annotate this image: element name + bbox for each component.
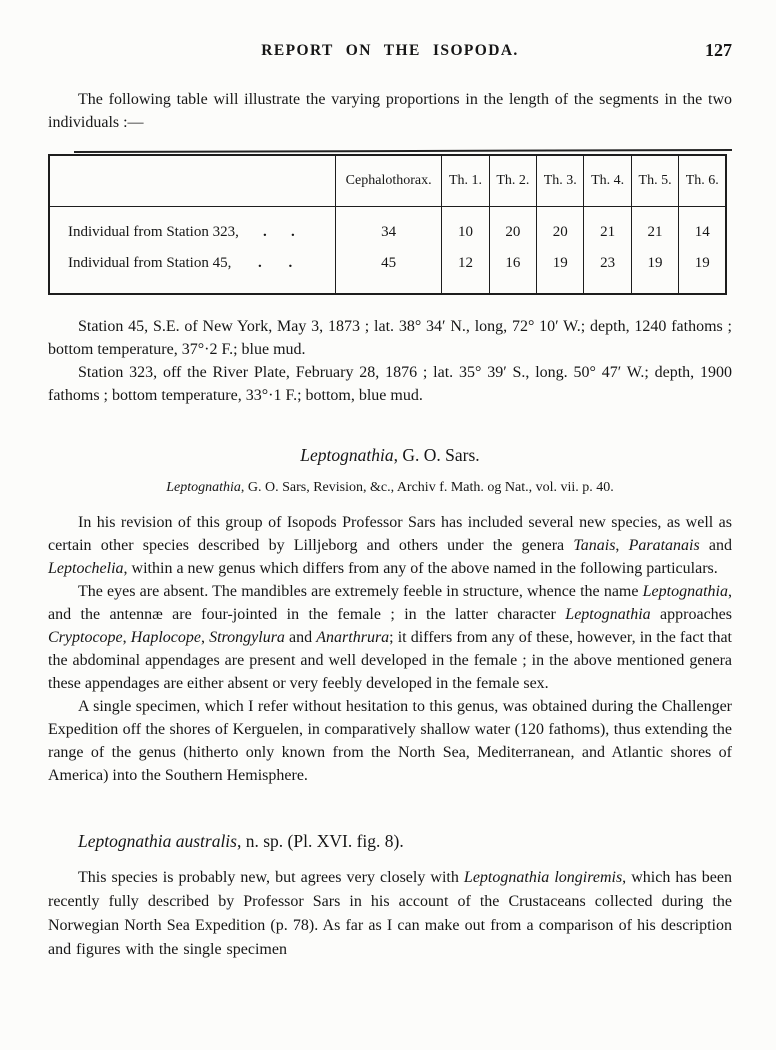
leader-dot: . — [258, 255, 262, 271]
station-323-paragraph: Station 323, off the River Plate, February 28, 1876 ; lat. 35° 39′ S., long. 50° 47′ W.; depth, 1900 fathoms ; bottom temperature, 33°·1 F.; bottom, blue mud. — [48, 364, 732, 404]
cell-value: 20 — [537, 207, 584, 249]
leader-dot: . — [263, 224, 267, 240]
intro-paragraph: The following table will illustrate the varying proportions in the length of the segments in the two individuals :— — [48, 91, 732, 131]
cell-value: 12 — [442, 248, 489, 294]
page-number: 127 — [705, 40, 732, 60]
body-paragraph: In his revision of this group of Isopods Professor Sars has included several new species, as well as certain other species described by Lilljeborg and others under the genera Tanais, Paratanais and Leptochelia, within a new genus which differs from any of the above named in the following particulars. — [48, 514, 732, 577]
cell-value: 21 — [631, 207, 678, 249]
table-header-cell: Th. 5. — [631, 155, 678, 207]
body-paragraph: The eyes are absent. The mandibles are extremely feeble in structure, whence the name Leptognathia, and the antennæ are four-jointed in the female ; in the latter character Leptognathia approaches Cryptocope, Haplocope, Strongylura and Anarthrura; it differs from any of these, however, in the fact that the abdominal appendages are present and well developed in the female ; in the above mentioned genera these appendages are either absent or very feebly developed in the female sex. — [48, 583, 733, 692]
cell-value: 14 — [679, 207, 726, 249]
leader-dot: . — [291, 224, 295, 240]
genus-heading: Leptognathia, G. O. Sars. — [300, 445, 480, 465]
leader-dots — [239, 224, 319, 241]
table-header-cell: Th. 4. — [584, 155, 631, 207]
table-header-cell: Th. 6. — [679, 155, 726, 207]
table-header-cell: Th. 2. — [489, 155, 536, 207]
cell-value: 16 — [489, 248, 536, 294]
body-paragraph: A single specimen, which I refer without hesitation to this genus, was obtained during the Challenger Expedition off the shores of Kerguelen, in comparatively shallow water (120 fathoms), thus extending the range of the genus (hitherto only known from the North Sea, Mediterranean, and Atlantic shores of America) into the Southern Hemisphere. — [48, 698, 732, 784]
proportions-table-block — [48, 150, 732, 295]
cell-value: 20 — [489, 207, 536, 249]
row-label: Individual from Station 323, — [68, 224, 239, 240]
cell-value: 19 — [631, 248, 678, 294]
genus-description — [48, 511, 732, 787]
proportions-table — [48, 154, 727, 295]
table-header-cell: Cephalothorax. — [335, 155, 441, 207]
cell-value: 21 — [584, 207, 631, 249]
species-heading: Leptognathia australis, n. sp. (Pl. XVI. fig. 8). — [78, 831, 404, 851]
running-head — [48, 42, 732, 64]
page-header-title: REPORT ON THE ISOPODA. — [261, 42, 519, 59]
table-top-rule — [74, 149, 732, 153]
station-details — [48, 315, 732, 407]
row-label: Individual from Station 45, — [68, 255, 232, 271]
leader-dot: . — [288, 255, 293, 271]
table-header-cell: Th. 3. — [537, 155, 584, 207]
station-45-paragraph: Station 45, S.E. of New York, May 3, 1873 ; lat. 38° 34′ N., long, 72° 10′ W.; depth, 1240 fathoms ; bottom temperature, 37°·2 F.; blue mud. — [48, 318, 732, 358]
cell-value: 19 — [537, 248, 584, 294]
table-header-cell: Th. 1. — [442, 155, 489, 207]
table-row — [49, 248, 726, 294]
cell-value: 45 — [335, 248, 441, 294]
genus-citation: Leptognathia, G. O. Sars, Revision, &c., Archiv f. Math. og Nat., vol. vii. p. 40. — [166, 480, 614, 495]
closing-paragraph: This species is probably new, but agrees very closely with Leptognathia longiremis, which has been recently fully described by Professor Sars in his account of the Crustaceans collected during the Norwegian North Sea Expedition (p. 78). As far as I can make out from a comparison of his description and figures with the single specimen — [48, 869, 732, 958]
row-label-cell — [49, 207, 335, 249]
cell-value: 10 — [442, 207, 489, 249]
cell-value: 23 — [584, 248, 631, 294]
table-row — [49, 207, 726, 249]
table-header-cell — [49, 155, 335, 207]
leader-dots — [231, 255, 319, 272]
cell-value: 19 — [679, 248, 726, 294]
cell-value: 34 — [335, 207, 441, 249]
table-header-row — [49, 155, 726, 207]
row-label-cell — [49, 248, 335, 294]
